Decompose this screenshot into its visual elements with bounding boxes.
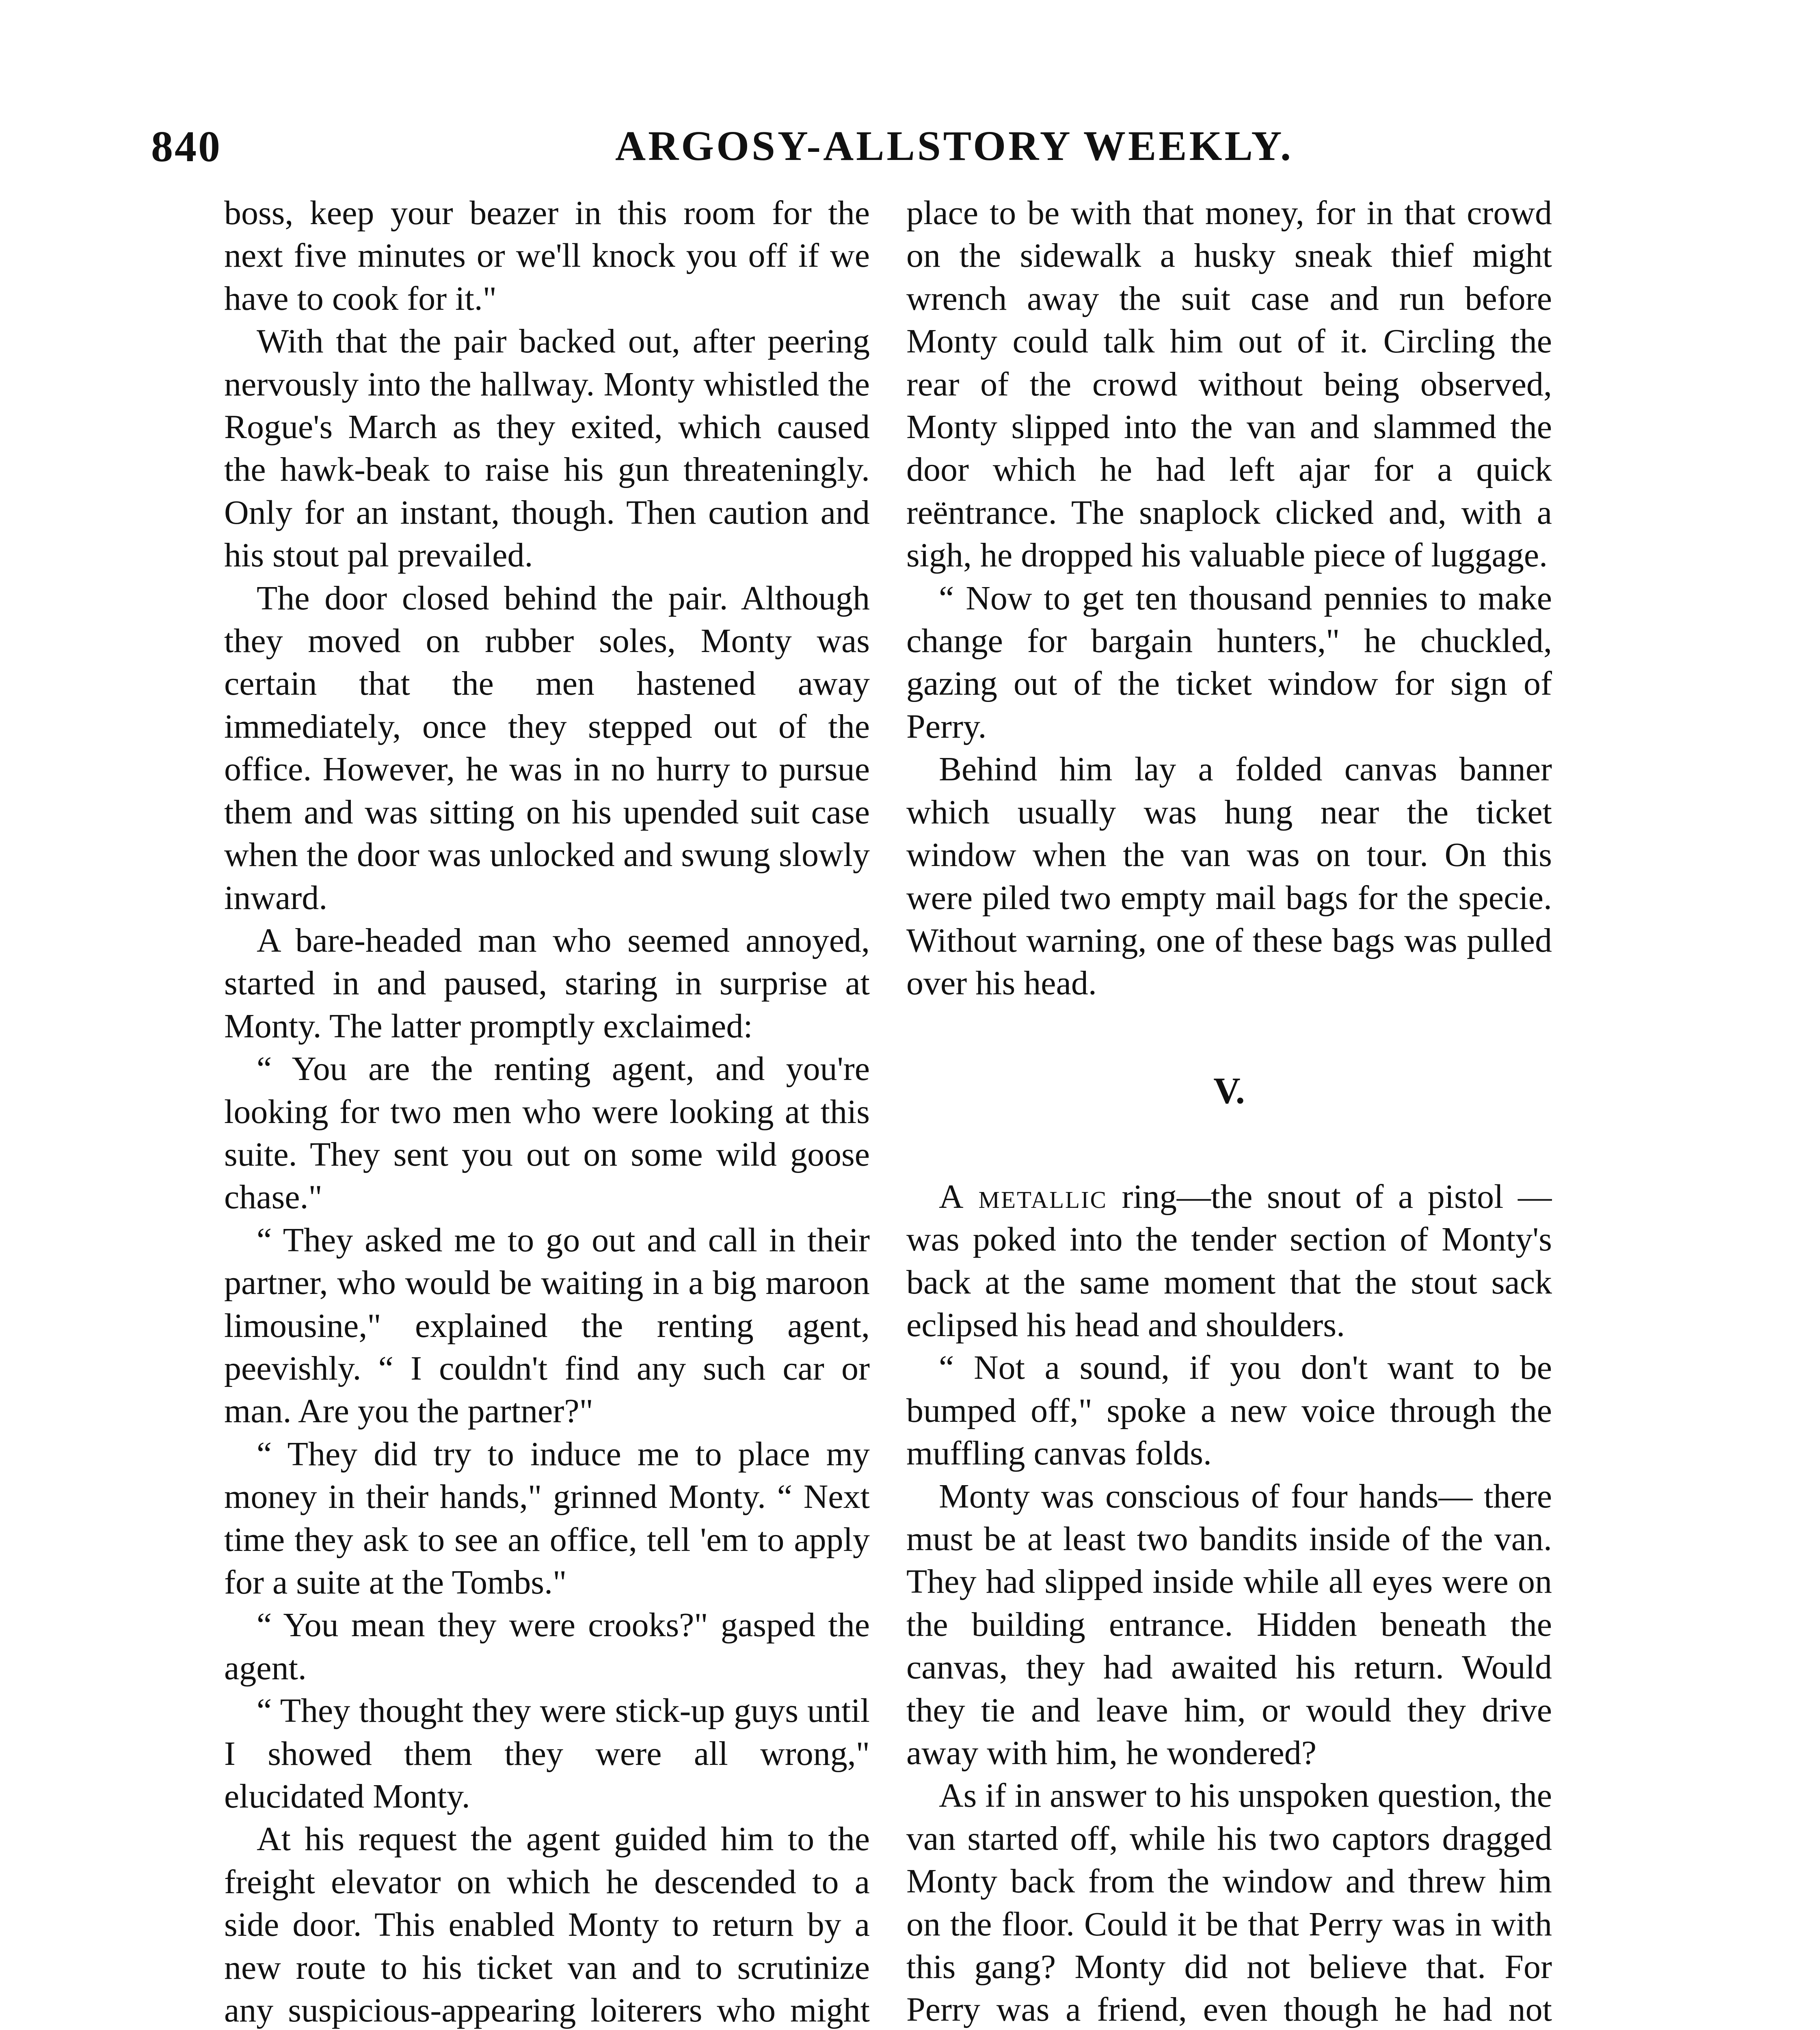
opening-smallcaps: A metallic — [939, 1177, 1108, 1216]
paragraph: Monty was conscious of four hands— there must be at least two bandits inside of the van. They had slipped inside while all eyes were on the building entrance. Hidden beneath the canvas, they had awaited his return. Would they tie and leave him, or would they drive away with him, he wondered? — [906, 1477, 1552, 1772]
paragraph: “ They asked me to go out and call in their partner, who would be waiting in a big maroon limousine," explained the renting agent, peevishly. “ I couldn't find any such car or man. Are you the partner?" — [224, 1221, 870, 1430]
section-heading: V. — [1213, 1069, 1245, 1111]
paragraph: As if in answer to his unspoken question, the van started off, while his two captors dragged Monty back from the window and threw him on the floor. Could it be that Perry was in with this gang? Monty did not believe that. For Perry was a friend, even though he had not — [906, 1777, 1552, 2029]
paragraph: “ They did try to induce me to place my money in their hands," grinned Monty. “ Next time they ask to see an office, tell 'em to apply for a suite at the Tombs." — [224, 1435, 870, 1601]
page-number: 840 — [151, 123, 222, 171]
right-column — [906, 192, 1552, 2030]
paragraph: At his request the agent guided him to the freight elevator on which he descended to a side door. This enabled Monty to return by a new route to his ticket van and to scrutinize any suspicious-appearing loiterers who might — [224, 1820, 870, 2030]
paragraph: boss, keep your beazer in this room for the next five minutes or we'll knock you off if we have to cook for it." — [224, 194, 870, 317]
paragraph: “ Not a sound, if you don't want to be bumped off," spoke a new voice through the muffling canvas folds. — [906, 1349, 1552, 1473]
running-head: ARGOSY-ALLSTORY WEEKLY. — [615, 123, 1293, 169]
paragraph: “ You are the renting agent, and you're looking for two men who were looking at this suite. They sent you out on some wild goose chase." — [224, 1050, 870, 1216]
left-column — [224, 192, 870, 2030]
paragraph: The door closed behind the pair. Although they moved on rubber soles, Monty was certain that the men hastened away immediately, once they stepped out of the office. However, he was in no hurry to pursue them and was sitting on his upended suit case when the door was unlocked and swung slowly inward. — [224, 579, 870, 917]
paragraph: “ They thought they were stick-up guys until I showed them they were all wrong," elucidated Monty. — [224, 1692, 870, 1816]
paragraph: “ You mean they were crooks?" gasped the agent. — [224, 1606, 870, 1687]
paragraph: With that the pair backed out, after peering nervously into the hallway. Monty whistled the Rogue's March as they exited, which caused the hawk-beak to raise his gun threateningly. Only for an instant, though. Then caution and his stout pal prevailed. — [224, 322, 870, 574]
paragraph: Behind him lay a folded canvas banner which usually was hung near the ticket window when the van was on tour. On this were piled two empty mail bags for the specie. Without warning, one of these bags was pulled over his head. — [906, 750, 1552, 1002]
paragraph: place to be with that money, for in that crowd on the sidewalk a husky sneak thief might wrench away the suit case and run before Monty could talk him out of it. Circling the rear of the crowd without being observed, Monty slipped into the van and slammed the door which he had left ajar for a quick reëntrance. The snaplock clicked and, with a sigh, he dropped his valuable piece of luggage. — [906, 194, 1552, 574]
opening-text: ring—the snout of a pistol —was poked into the tender section of Monty's back at the same moment that the stout sack eclipsed his head and shoulders. — [906, 1177, 1552, 1344]
paragraph: “ Now to get ten thousand pennies to make change for bargain hunters," he chuckled, gazing out of the ticket window for sign of Perry. — [906, 579, 1552, 745]
opening-paragraph — [906, 1175, 1552, 1347]
paragraph: A bare-headed man who seemed annoyed, started in and paused, staring in surprise at Monty. The latter promptly exclaimed: — [224, 921, 870, 1045]
